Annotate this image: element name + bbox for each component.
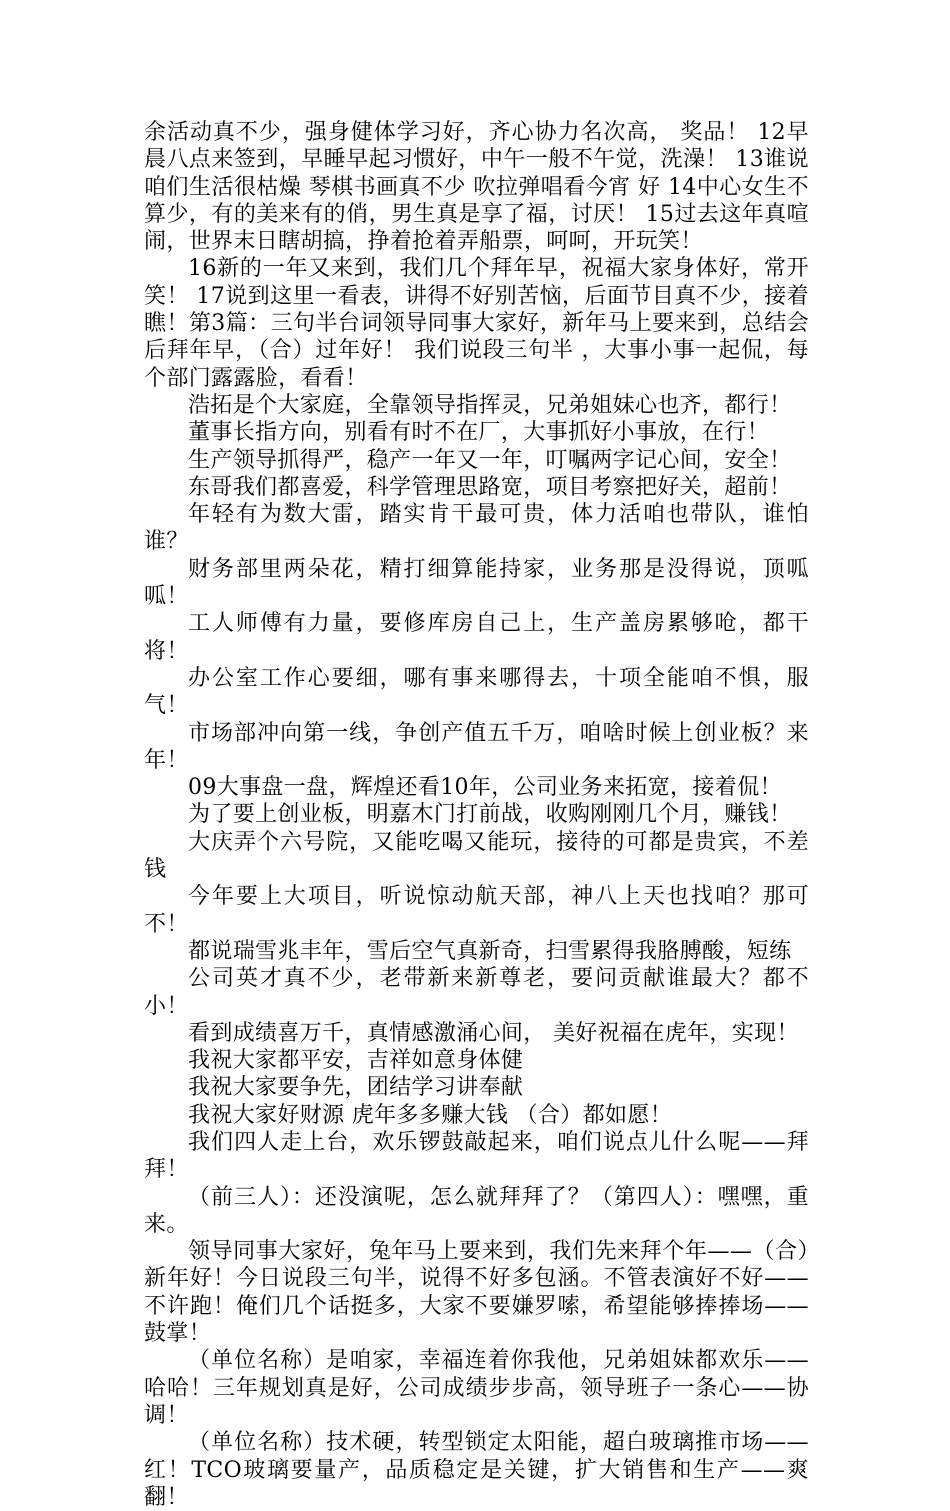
paragraph: 浩拓是个大家庭，全靠领导指挥灵，兄弟姐妹心也齐，都行！ [188, 392, 792, 418]
paragraph: 办公室工作心要细，哪有事来哪得去，十项全能咱不惧，服气！ [144, 665, 809, 719]
paragraph: 公司英才真不少，老带新来新尊老，要问贡献谁最大？都不小！ [144, 966, 809, 1019]
paragraph: 领导同事大家好，兔年马上要来到，我们先来拜个年——（合）新年好！今日说段三句半，说得不好多包涵。不管表演好不好——不许跑！俺们几个话挺多，大家不要嫌罗嗦，希望能够捧捧场——鼓掌！ [144, 1239, 809, 1347]
paragraph: 我祝大家要争先，团结学习讲奉献 [188, 1075, 524, 1101]
paragraph: 都说瑞雪兆丰年，雪后空气真新奇，扫雪累得我胳膊酸，短练 [188, 938, 792, 964]
paragraph: 我祝大家都平安，吉祥如意身体健 [188, 1048, 524, 1074]
paragraph: 董事长指方向，别看有时不在厂，大事抓好小事放，在行！ [188, 420, 770, 446]
paragraph: 我们四人走上台，欢乐锣鼓敲起来，咱们说点儿什么呢——拜拜！ [144, 1129, 809, 1183]
paragraph: （单位名称）技术硬，转型锁定太阳能，超白玻璃推市场——红！TCO玻璃要量产，品质稳定是关键，扩大销售和生产——爽翻！ [144, 1430, 809, 1510]
paragraph: 工人师傅有力量，要修库房自己上，生产盖房累够呛，都干将！ [144, 611, 809, 664]
paragraph: （前三人）：还没演呢，怎么就拜拜了？（第四人）：嘿嘿，重来。 [144, 1184, 809, 1237]
paragraph: 看到成绩喜万千，真情感激涌心间， 美好祝福在虎年，实现！ [188, 1020, 799, 1046]
paragraph: 大庆弄个六号院，又能吃喝又能玩，接待的可都是贵宾，不差钱 [144, 829, 809, 883]
paragraph: 09大事盘一盘，辉煌还看10年，公司业务来拓宽，接着侃！ [188, 775, 782, 801]
paragraph: 我祝大家好财源 虎年多多赚大钱 （合）都如愿！ [188, 1102, 673, 1128]
paragraph: 东哥我们都喜爱，科学管理思路宽，项目考察把好关，超前！ [188, 474, 792, 500]
document-body [144, 119, 809, 1511]
paragraph: 财务部里两朵花，精打细算能持家，业务那是没得说，顶呱呱！ [144, 556, 809, 610]
paragraph: 为了要上创业板，明嘉木门打前战，收购刚刚几个月，赚钱！ [188, 802, 792, 828]
paragraph: （单位名称）是咱家，幸福连着你我他，兄弟姐妹都欢乐——哈哈！三年规划真是好，公司成绩步步高，领导班子一条心——协调！ [144, 1348, 809, 1428]
paragraph: 余活动真不少，强身健体学习好，齐心协力名次高， 奖品！ 12早晨八点来签到，早睡早起习惯好，中午一般不午觉，洗澡！ 13谁说咱们生活很枯燥 琴棋书画真不少 吹拉弹唱看今宵 好 14中心女生不算少，有的美来有的俏，男生真是享了福，讨厌！ 15过去这年真喧闹，世界末日瞎胡搞，挣着抢着弄船票，呵呵，开玩笑！ [144, 120, 809, 255]
paragraph: 16新的一年又来到，我们几个拜年早，祝福大家身体好，常开笑！ 17说到这里一看表，讲得不好别苦恼，后面节目真不少，接着瞧！第3篇：三句半台词领导同事大家好，新年马上要来到，总结会后拜年早，（合）过年好！ 我们说段三句半 ，大事小事一起侃，每个部门露露脸，看看！ [144, 256, 809, 391]
paragraph: 今年要上大项目，听说惊动航天部，神八上天也找咱？那可不！ [144, 884, 809, 937]
paragraph: 年轻有为数大雷，踏实肯干最可贵，体力活咱也带队，谁怕谁？ [144, 502, 809, 555]
paragraph: 生产领导抓得严，稳产一年又一年，叮嘱两字记心间，安全！ [188, 447, 792, 473]
paragraph: 市场部冲向第一线，争创产值五千万，咱啥时候上创业板？来年！ [144, 720, 809, 773]
